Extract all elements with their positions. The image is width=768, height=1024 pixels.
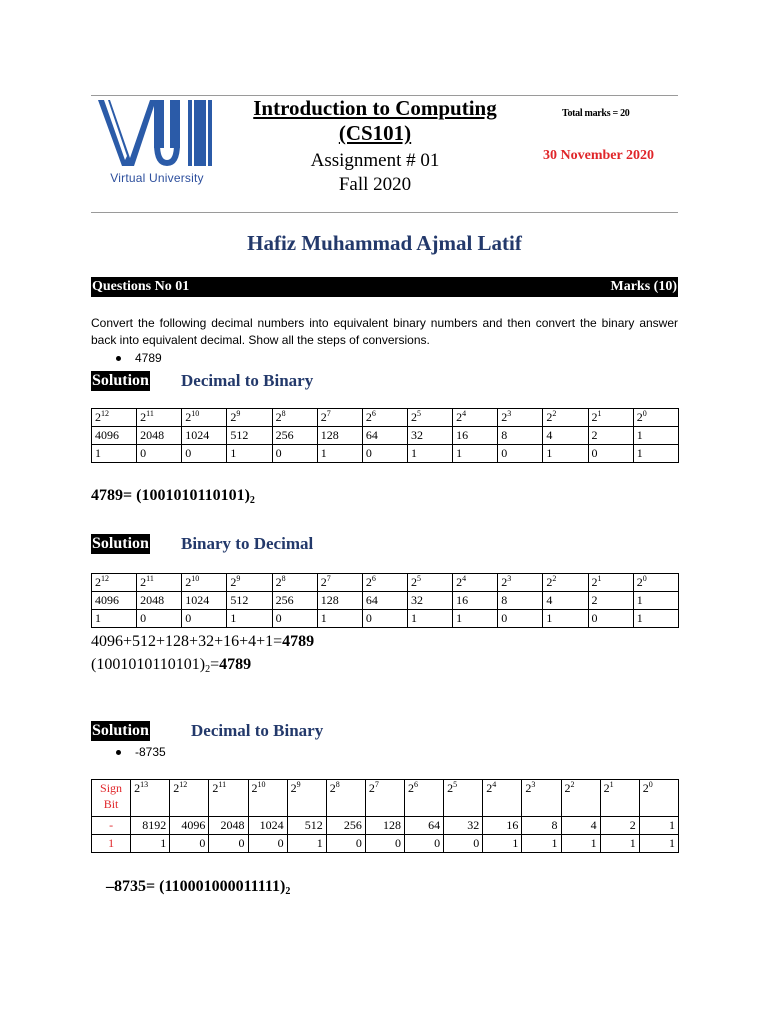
power-base: 2 — [275, 575, 282, 589]
bit-cell: 0 — [326, 835, 365, 853]
value-cell: 256 — [272, 592, 317, 610]
power-base: 2 — [230, 575, 237, 589]
power-cell — [498, 409, 543, 427]
power-exponent: 10 — [257, 780, 266, 789]
bit-cell: 1 — [317, 445, 362, 463]
bit-cell: 1 — [633, 445, 678, 463]
assignment-info — [232, 149, 518, 197]
sign-value-cell: - — [92, 817, 131, 835]
sign-header-line1: Sign — [100, 781, 123, 795]
power-base: 2 — [525, 781, 532, 795]
value-cell: 4 — [543, 427, 588, 445]
power-exponent: 0 — [648, 780, 653, 789]
question-marks: Marks (10) — [610, 279, 677, 294]
power-base: 2 — [140, 410, 147, 424]
bit-cell: 1 — [522, 835, 561, 853]
power-cell — [272, 574, 317, 592]
power-base: 2 — [185, 410, 192, 424]
bullet-item-1 — [116, 351, 162, 365]
power-exponent: 2 — [570, 780, 575, 789]
power-exponent: 6 — [371, 409, 376, 418]
power-base: 2 — [447, 781, 454, 795]
power-exponent: 2 — [552, 574, 557, 583]
question-bar — [91, 277, 678, 297]
value-cell: 4096 — [92, 427, 137, 445]
bit-cell: 1 — [633, 610, 678, 628]
bullet-text-2: -8735 — [135, 745, 166, 759]
power-cell — [543, 409, 588, 427]
power-base: 2 — [410, 410, 417, 424]
power-cell — [209, 780, 248, 817]
value-cell: 8 — [522, 817, 561, 835]
solution-label-1: Solution — [92, 372, 149, 389]
bits-row — [92, 835, 679, 853]
power-cell — [362, 409, 407, 427]
sum-expr: 4096+512+128+32+16+4+1= — [91, 633, 283, 650]
power-cell — [317, 409, 362, 427]
power-exponent: 9 — [296, 780, 301, 789]
power-exponent: 5 — [453, 780, 458, 789]
power-cell — [170, 780, 209, 817]
bit-cell: 0 — [248, 835, 287, 853]
course-title-line2: (CS101) — [338, 121, 412, 145]
value-cell: 64 — [405, 817, 444, 835]
table-binary-to-decimal — [91, 573, 679, 628]
bit-cell: 1 — [483, 835, 522, 853]
power-base: 2 — [230, 410, 237, 424]
power-exponent: 12 — [179, 780, 188, 789]
value-cell: 512 — [287, 817, 326, 835]
power-base: 2 — [546, 575, 553, 589]
check-expression — [91, 656, 251, 674]
power-exponent: 12 — [101, 574, 109, 583]
power-base: 2 — [95, 410, 101, 424]
power-exponent: 5 — [416, 574, 421, 583]
value-cell: 16 — [483, 817, 522, 835]
power-base: 2 — [546, 410, 553, 424]
power-exponent: 1 — [597, 574, 602, 583]
values-row — [92, 592, 679, 610]
value-cell: 1024 — [182, 427, 227, 445]
question-label: Questions No 01 — [92, 279, 190, 294]
value-cell: 64 — [362, 592, 407, 610]
power-base: 2 — [329, 781, 336, 795]
value-cell: 2 — [600, 817, 639, 835]
solution-label-3: Solution — [92, 722, 149, 739]
result-3 — [106, 878, 290, 896]
power-cell — [453, 409, 498, 427]
table-decimal-to-binary-2 — [91, 779, 679, 853]
value-cell: 2 — [588, 427, 633, 445]
value-cell: 1 — [633, 427, 678, 445]
power-exponent: 8 — [335, 780, 340, 789]
bit-cell: 0 — [588, 445, 633, 463]
powers-row — [92, 780, 679, 817]
bit-cell: 0 — [182, 610, 227, 628]
bit-cell: 1 — [543, 445, 588, 463]
power-exponent: 8 — [281, 574, 286, 583]
value-cell: 2048 — [137, 427, 182, 445]
assignment-number: Assignment # 01 — [310, 150, 440, 171]
value-cell: 512 — [227, 592, 272, 610]
value-cell: 128 — [317, 427, 362, 445]
power-cell — [588, 574, 633, 592]
value-cell: 4096 — [92, 592, 137, 610]
bit-cell: 0 — [444, 835, 483, 853]
power-base: 2 — [173, 781, 180, 795]
sign-header-line2: Bit — [103, 797, 119, 811]
value-cell: 1024 — [182, 592, 227, 610]
power-exponent: 1 — [597, 409, 602, 418]
power-base: 2 — [636, 575, 643, 589]
power-exponent: 3 — [507, 574, 512, 583]
bit-cell: 1 — [407, 445, 452, 463]
power-cell — [227, 574, 272, 592]
power-base: 2 — [603, 781, 610, 795]
power-base: 2 — [251, 781, 258, 795]
question-text: Convert the following decimal numbers into equivalent binary numbers and then convert the binary answer back into equivalent decimal. Show all the steps of conversions. — [91, 316, 678, 347]
sum-result: 4789 — [282, 633, 315, 650]
power-base: 2 — [290, 781, 297, 795]
power-exponent: 7 — [326, 409, 331, 418]
power-base: 2 — [456, 410, 463, 424]
power-cell — [92, 409, 137, 427]
result-1-base: 2 — [249, 495, 255, 506]
header-bottom-rule — [91, 212, 678, 213]
power-base: 2 — [140, 575, 147, 589]
section2-subheading: Binary to Decimal — [181, 534, 314, 553]
bullet-text-1: 4789 — [135, 351, 162, 365]
value-cell: 32 — [407, 592, 452, 610]
power-cell — [561, 780, 600, 817]
power-cell — [407, 409, 452, 427]
power-cell — [633, 574, 678, 592]
bit-cell: 0 — [272, 610, 317, 628]
result-1 — [91, 487, 255, 505]
value-cell: 2048 — [209, 817, 248, 835]
value-cell: 64 — [362, 427, 407, 445]
total-marks: Total marks = 20 — [562, 108, 630, 119]
power-base: 2 — [564, 781, 571, 795]
values-row — [92, 817, 679, 835]
power-exponent: 7 — [326, 574, 331, 583]
power-exponent: 7 — [374, 780, 379, 789]
value-cell: 512 — [227, 427, 272, 445]
value-cell: 16 — [453, 592, 498, 610]
bit-cell: 1 — [227, 445, 272, 463]
check-eq: = — [210, 656, 220, 673]
bit-cell: 0 — [588, 610, 633, 628]
bit-cell: 1 — [407, 610, 452, 628]
power-cell — [407, 574, 452, 592]
bit-cell: 0 — [498, 610, 543, 628]
value-cell: 8 — [498, 427, 543, 445]
power-exponent: 2 — [552, 409, 557, 418]
power-base: 2 — [212, 781, 219, 795]
power-cell — [182, 409, 227, 427]
value-cell: 4096 — [170, 817, 209, 835]
power-exponent: 3 — [507, 409, 512, 418]
power-cell — [405, 780, 444, 817]
value-cell: 32 — [407, 427, 452, 445]
power-cell — [444, 780, 483, 817]
bits-row — [92, 445, 679, 463]
section3-subheading: Decimal to Binary — [191, 721, 324, 740]
bit-cell: 0 — [137, 445, 182, 463]
bullet-dot-icon — [116, 356, 121, 361]
power-base: 2 — [95, 575, 101, 589]
power-exponent: 12 — [101, 409, 109, 418]
bit-cell: 1 — [92, 445, 137, 463]
power-base: 2 — [408, 781, 414, 795]
value-cell: 8 — [498, 592, 543, 610]
result-3-value: –8735= (110001000011111) — [106, 878, 286, 895]
power-base: 2 — [365, 575, 372, 589]
sign-bit-header — [92, 780, 131, 817]
power-exponent: 9 — [236, 574, 241, 583]
student-name: Hafiz Muhammad Ajmal Latif — [247, 231, 522, 255]
power-exponent: 9 — [236, 409, 241, 418]
bit-cell: 0 — [170, 835, 209, 853]
bit-cell: 1 — [453, 610, 498, 628]
power-exponent: 3 — [531, 780, 536, 789]
power-exponent: 10 — [191, 409, 200, 418]
power-cell — [522, 780, 561, 817]
power-cell — [317, 574, 362, 592]
power-cell — [453, 574, 498, 592]
value-cell: 128 — [317, 592, 362, 610]
bit-cell: 0 — [405, 835, 444, 853]
course-title-line1: Introduction to Computing — [253, 96, 497, 120]
bit-cell: 1 — [639, 835, 678, 853]
bit-cell: 1 — [453, 445, 498, 463]
logo-text: Virtual University — [110, 171, 204, 185]
bit-cell: 1 — [543, 610, 588, 628]
power-base: 2 — [365, 410, 372, 424]
value-cell: 1024 — [248, 817, 287, 835]
power-cell — [633, 409, 678, 427]
bit-cell: 0 — [498, 445, 543, 463]
section1-subheading: Decimal to Binary — [181, 371, 314, 390]
value-cell: 2048 — [137, 592, 182, 610]
power-cell — [639, 780, 678, 817]
power-cell — [498, 574, 543, 592]
value-cell: 4 — [561, 817, 600, 835]
power-cell — [137, 409, 182, 427]
power-exponent: 4 — [462, 409, 467, 418]
bit-cell: 1 — [561, 835, 600, 853]
power-exponent: 0 — [642, 574, 647, 583]
bit-cell: 0 — [209, 835, 248, 853]
bit-cell: 1 — [287, 835, 326, 853]
power-base: 2 — [185, 575, 192, 589]
power-cell — [600, 780, 639, 817]
value-cell: 1 — [633, 592, 678, 610]
power-cell — [362, 574, 407, 592]
power-exponent: 11 — [218, 780, 227, 789]
value-cell: 32 — [444, 817, 483, 835]
power-exponent: 5 — [416, 409, 421, 418]
power-exponent: 1 — [609, 780, 614, 789]
bullet-dot-icon — [116, 750, 121, 755]
power-exponent: 11 — [146, 409, 154, 418]
power-base: 2 — [275, 410, 282, 424]
values-row — [92, 427, 679, 445]
power-base: 2 — [501, 575, 508, 589]
result-1-value: 4789= (1001010110101) — [91, 487, 250, 504]
bit-cell: 0 — [362, 445, 407, 463]
bit-cell: 1 — [600, 835, 639, 853]
power-base: 2 — [591, 575, 598, 589]
power-exponent: 0 — [642, 409, 647, 418]
power-exponent: 10 — [191, 574, 200, 583]
power-cell — [287, 780, 326, 817]
power-base: 2 — [410, 575, 417, 589]
value-cell: 256 — [326, 817, 365, 835]
power-exponent: 4 — [492, 780, 497, 789]
power-cell — [588, 409, 633, 427]
power-base: 2 — [501, 410, 508, 424]
power-cell — [272, 409, 317, 427]
value-cell: 1 — [639, 817, 678, 835]
value-cell: 16 — [453, 427, 498, 445]
check-result: 4789 — [219, 656, 252, 673]
power-cell — [131, 780, 170, 817]
power-cell — [483, 780, 522, 817]
power-base: 2 — [320, 575, 327, 589]
power-exponent: 13 — [140, 780, 149, 789]
value-cell: 4 — [543, 592, 588, 610]
check-value: (1001010110101) — [91, 656, 206, 673]
power-base: 2 — [636, 410, 643, 424]
power-base: 2 — [486, 781, 493, 795]
power-exponent: 8 — [281, 409, 286, 418]
bullet-item-2 — [116, 745, 166, 759]
result-3-base: 2 — [285, 886, 291, 897]
bits-row — [92, 610, 679, 628]
power-base: 2 — [591, 410, 598, 424]
bit-cell: 1 — [317, 610, 362, 628]
powers-row — [92, 409, 679, 427]
power-cell — [248, 780, 287, 817]
powers-row — [92, 574, 679, 592]
value-cell: 8192 — [131, 817, 170, 835]
power-cell — [543, 574, 588, 592]
bit-cell: 0 — [365, 835, 404, 853]
value-cell: 256 — [272, 427, 317, 445]
table-decimal-to-binary-1 — [91, 408, 679, 463]
power-exponent: 6 — [371, 574, 376, 583]
power-cell — [137, 574, 182, 592]
bit-cell: 0 — [182, 445, 227, 463]
power-cell — [182, 574, 227, 592]
check-base: 2 — [205, 664, 211, 675]
power-base: 2 — [368, 781, 375, 795]
bit-cell: 0 — [362, 610, 407, 628]
sum-expression — [91, 633, 314, 651]
power-base: 2 — [320, 410, 327, 424]
due-date: 30 November 2020 — [543, 148, 654, 163]
bit-cell: 1 — [227, 610, 272, 628]
bit-cell: 1 — [92, 610, 137, 628]
course-title — [232, 96, 518, 146]
power-base: 2 — [134, 781, 141, 795]
power-cell — [365, 780, 404, 817]
bit-cell: 0 — [272, 445, 317, 463]
bit-cell: 0 — [137, 610, 182, 628]
value-cell: 2 — [588, 592, 633, 610]
power-base: 2 — [642, 781, 649, 795]
value-cell: 128 — [365, 817, 404, 835]
sign-bit-cell: 1 — [92, 835, 131, 853]
term: Fall 2020 — [338, 174, 412, 195]
power-cell — [326, 780, 365, 817]
power-exponent: 4 — [462, 574, 467, 583]
solution-label-2: Solution — [92, 535, 149, 552]
bit-cell: 1 — [131, 835, 170, 853]
power-exponent: 11 — [146, 574, 154, 583]
power-exponent: 6 — [414, 780, 418, 789]
power-cell — [227, 409, 272, 427]
power-cell — [92, 574, 137, 592]
power-base: 2 — [456, 575, 463, 589]
